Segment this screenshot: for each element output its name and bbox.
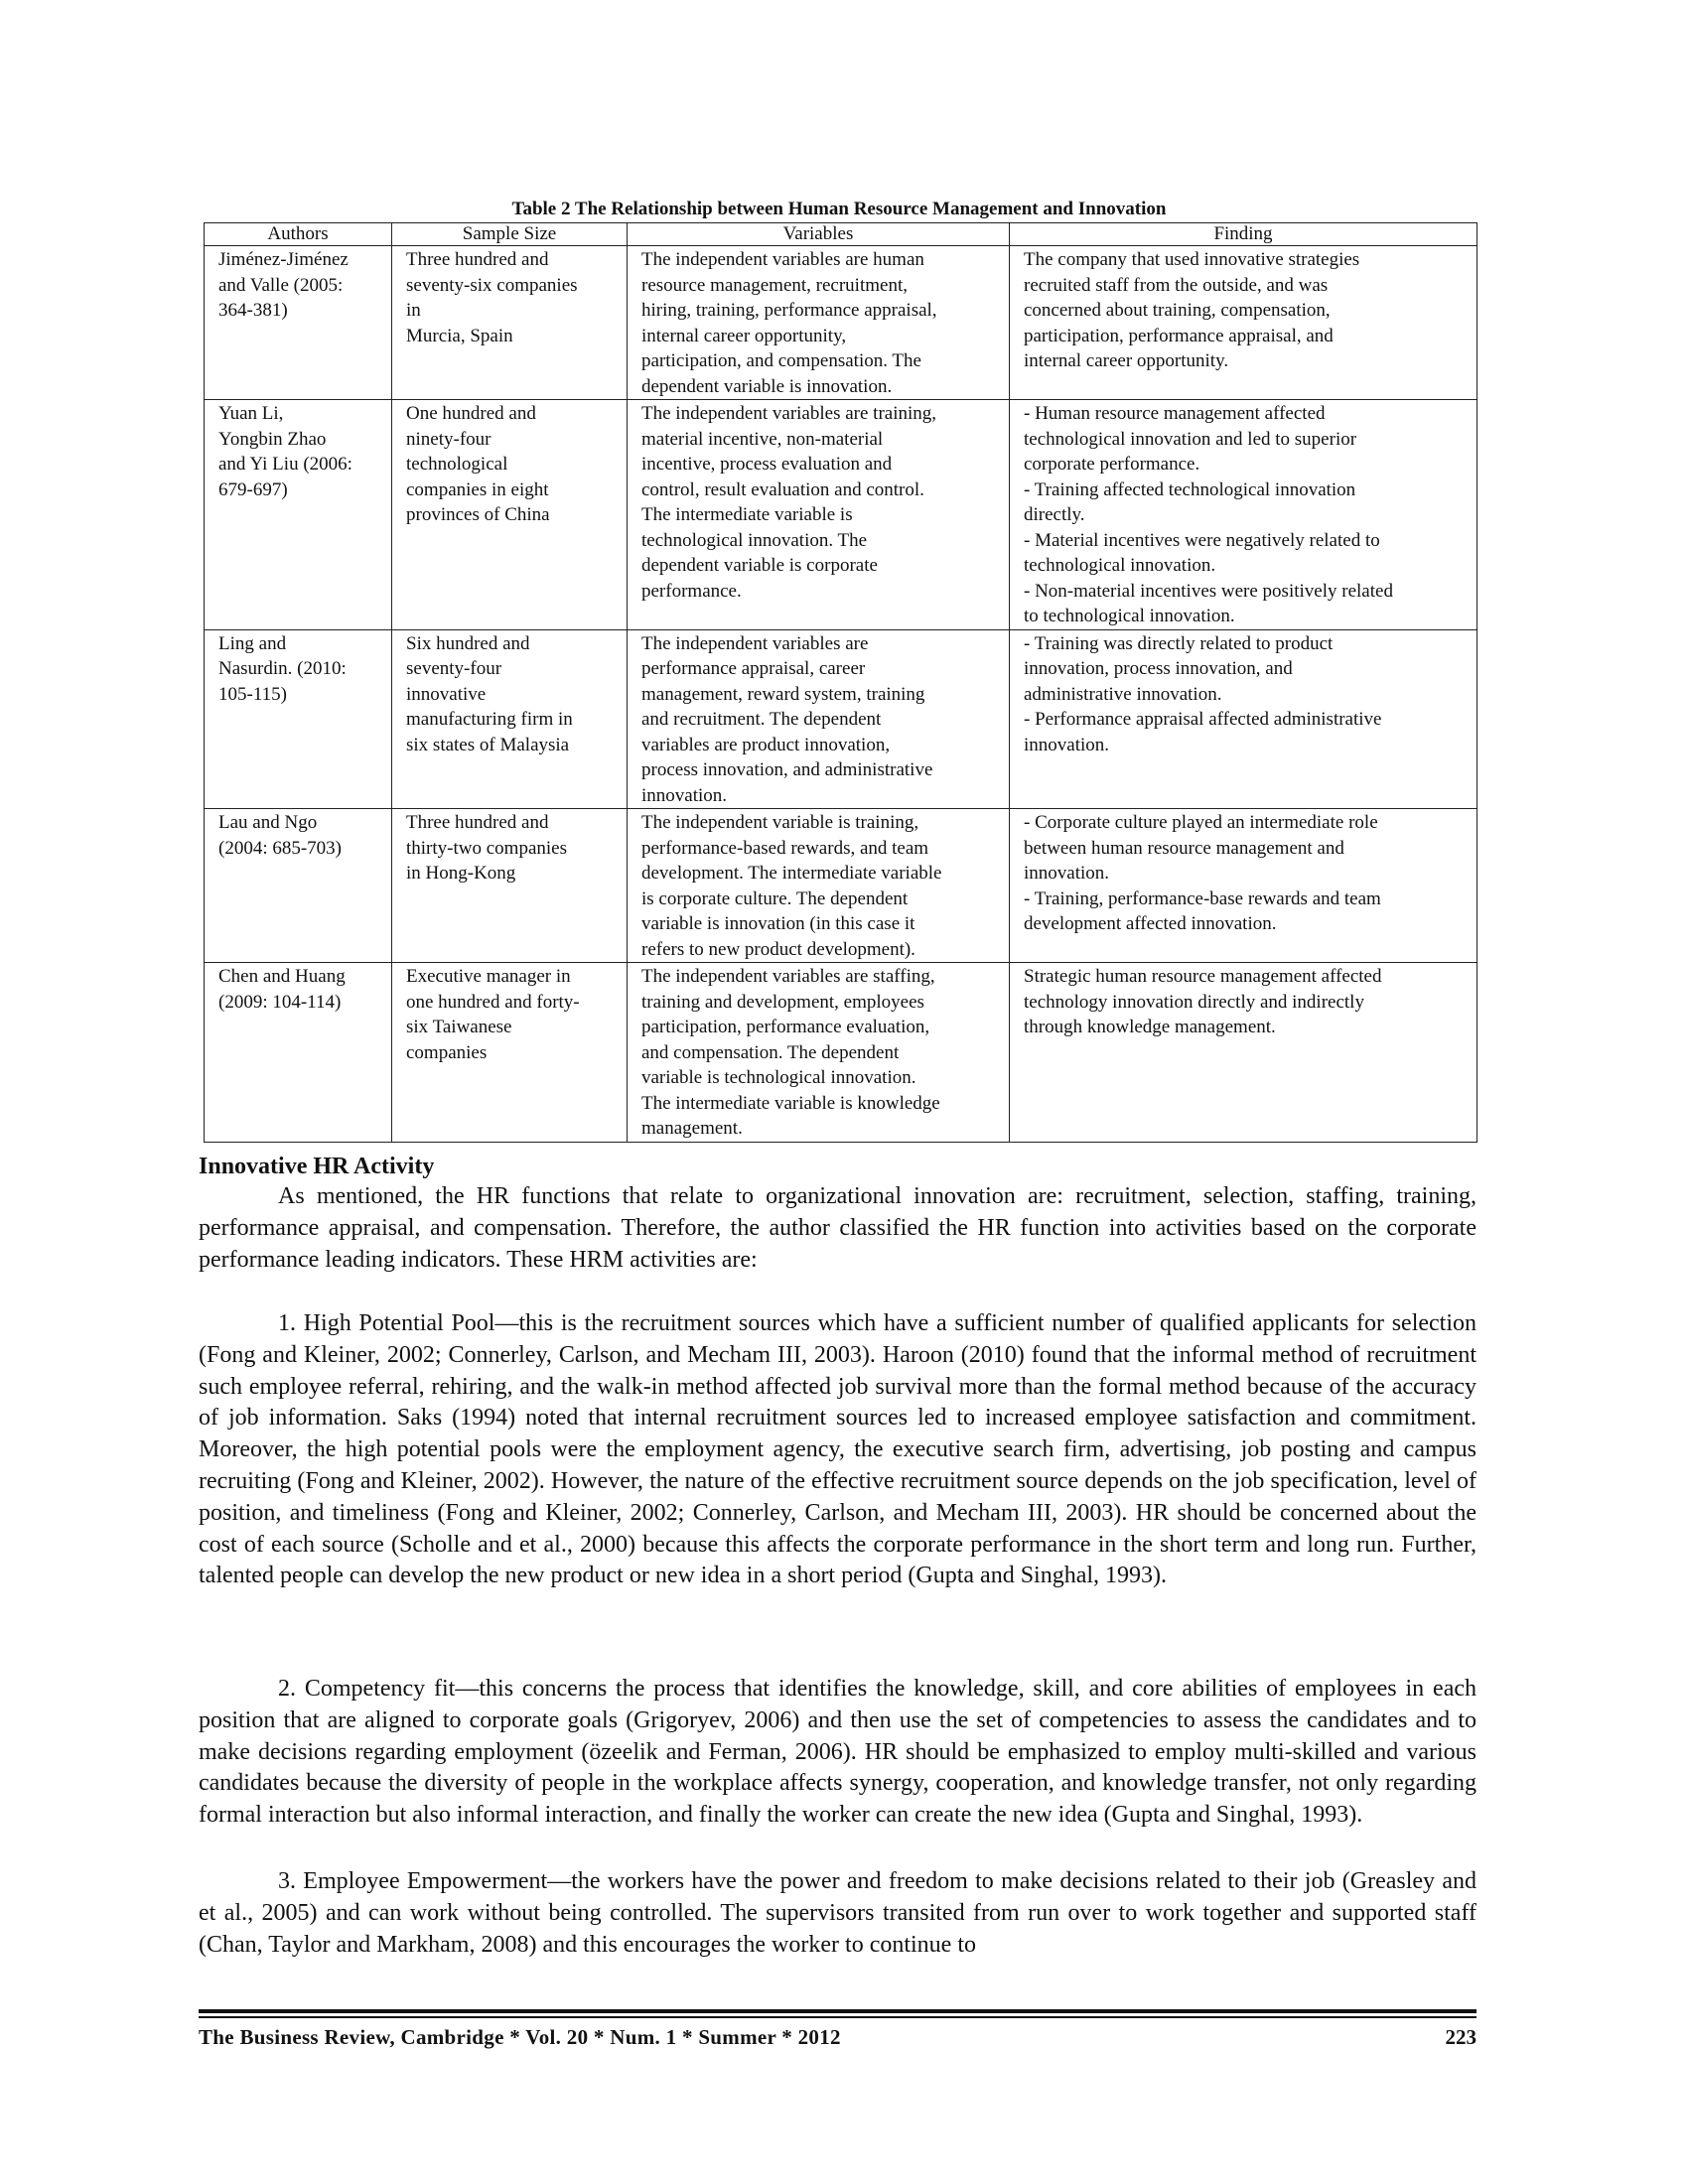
cell-line: Lau and Ngo xyxy=(218,812,318,833)
cell-line: in xyxy=(406,300,421,321)
paragraph-competency-fit xyxy=(199,1674,1477,1832)
cell-line: Three hundred and xyxy=(406,249,549,270)
cell-line: between human resource management and xyxy=(1024,837,1344,859)
cell-line: to technological innovation. xyxy=(1024,606,1235,626)
cell-line: ninety-four xyxy=(406,428,492,450)
paragraph-text: 3. Employee Empowerment—the workers have the power and freedom to make decisions related to their job (Greasley and et al., 2005) and can work without being controlled. The supervisors transited from run over to work together and supported staff (Chan, Taylor and Markham, 2008) and this encourages the worker to continue to xyxy=(199,1868,1477,1958)
cell-line: Nasurdin. (2010: xyxy=(218,658,347,679)
column-header-variables: Variables xyxy=(628,223,1010,246)
cell-line: performance-based rewards, and team xyxy=(641,837,929,859)
cell-line: internal career opportunity. xyxy=(1024,350,1229,371)
cell-line: innovation. xyxy=(1024,863,1110,884)
cell-line: provinces of China xyxy=(406,504,550,525)
cell-line: refers to new product development). xyxy=(641,938,915,960)
cell-line: 105-115) xyxy=(218,683,287,705)
cell-line: administrative innovation. xyxy=(1024,683,1222,705)
cell-line: technology innovation directly and indirectly xyxy=(1024,991,1364,1013)
cell-line: - Training affected technological innovation xyxy=(1024,478,1356,500)
paragraph-high-potential-pool xyxy=(199,1308,1477,1592)
cell-finding xyxy=(1010,963,1477,1143)
cell-line: variables are product innovation, xyxy=(641,734,891,755)
cell-line: and Yi Liu (2006: xyxy=(218,454,352,475)
cell-authors xyxy=(205,963,392,1143)
cell-line: Yuan Li, xyxy=(218,403,284,424)
table-row xyxy=(205,963,1477,1143)
cell-line: 364-381) xyxy=(218,300,288,321)
column-header-authors: Authors xyxy=(205,223,392,246)
cell-finding xyxy=(1010,629,1477,809)
cell-line: management. xyxy=(641,1118,743,1139)
cell-line: The company that used innovative strategies xyxy=(1024,249,1360,270)
cell-line: performance. xyxy=(641,580,742,602)
cell-line: companies in eight xyxy=(406,478,549,500)
cell-line: development. The intermediate variable xyxy=(641,863,942,884)
cell-authors xyxy=(205,809,392,963)
cell-line: manufacturing firm in xyxy=(406,709,573,730)
paragraph-intro xyxy=(199,1181,1477,1276)
table-row xyxy=(205,809,1477,963)
cell-line: - Corporate culture played an intermediate role xyxy=(1024,812,1378,833)
cell-line: Chen and Huang xyxy=(218,966,346,987)
cell-line: - Performance appraisal affected administrative xyxy=(1024,709,1382,730)
cell-line: 679-697) xyxy=(218,478,288,500)
cell-finding xyxy=(1010,246,1477,400)
cell-sample xyxy=(392,963,628,1143)
cell-line: control, result evaluation and control. xyxy=(641,478,924,500)
cell-line: seventy-four xyxy=(406,658,502,679)
section-heading: Innovative HR Activity xyxy=(199,1154,435,1179)
cell-line: Ling and xyxy=(218,632,287,654)
cell-line: technological xyxy=(406,454,508,475)
cell-line: Strategic human resource management affected xyxy=(1024,966,1382,987)
cell-line: and Valle (2005: xyxy=(218,274,344,296)
cell-authors xyxy=(205,246,392,400)
paragraph-text: 2. Competency fit—this concerns the process that identifies the knowledge, skill, and core abilities of employees in each position that are aligned to corporate goals (Grigoryev, 2006) and then use the set of competencies to assess the candidates and to make decisions regarding employment (özeelik and Ferman, 2006). HR should be emphasized to employ multi-skilled and various candidates because the diversity of people in the workplace affects synergy, cooperation, and knowledge transfer, not only regarding formal interaction but also informal interaction, and finally the worker can create the new idea (Gupta and Singhal, 1993). xyxy=(199,1676,1477,1829)
cell-variables xyxy=(628,963,1010,1143)
cell-line: internal career opportunity, xyxy=(641,325,847,346)
cell-line: Six hundred and xyxy=(406,632,530,654)
cell-finding xyxy=(1010,400,1477,630)
cell-line: variable is innovation (in this case it xyxy=(641,913,915,934)
cell-line: The intermediate variable is xyxy=(641,504,853,525)
cell-line: innovation, process innovation, and xyxy=(1024,658,1293,679)
cell-line: process innovation, and administrative xyxy=(641,759,933,780)
cell-line: hiring, training, performance appraisal, xyxy=(641,300,937,321)
cell-line: through knowledge management. xyxy=(1024,1017,1276,1037)
cell-line: variable is technological innovation. xyxy=(641,1067,916,1088)
cell-line: innovation. xyxy=(1024,734,1110,755)
cell-sample xyxy=(392,246,628,400)
table-caption: Table 2 The Relationship between Human Resource Management and Innovation xyxy=(511,199,1167,219)
footer-rule xyxy=(199,2009,1477,2013)
cell-line: technological innovation. xyxy=(1024,555,1216,576)
cell-line: The independent variables are training, xyxy=(641,403,937,424)
cell-line: and recruitment. The dependent xyxy=(641,709,882,730)
cell-line: development affected innovation. xyxy=(1024,913,1277,934)
journal-footer: The Business Review, Cambridge * Vol. 20 * Num. 1 * Summer * 2012 xyxy=(199,2025,841,2049)
cell-line: performance appraisal, career xyxy=(641,658,866,679)
cell-line: corporate performance. xyxy=(1024,454,1200,475)
cell-variables xyxy=(628,629,1010,809)
cell-sample xyxy=(392,400,628,630)
footer-rule xyxy=(199,2016,1477,2018)
cell-finding xyxy=(1010,809,1477,963)
cell-line: material incentive, non-material xyxy=(641,428,884,450)
cell-line: Three hundred and xyxy=(406,812,549,833)
cell-line: dependent variable is corporate xyxy=(641,555,878,576)
cell-line: incentive, process evaluation and xyxy=(641,454,893,475)
cell-line: innovative xyxy=(406,683,487,705)
cell-line: technological innovation and led to superior xyxy=(1024,428,1357,450)
table-row xyxy=(205,400,1477,630)
cell-variables xyxy=(628,246,1010,400)
paragraph-employee-empowerment xyxy=(199,1866,1477,1961)
cell-line: Executive manager in xyxy=(406,966,571,987)
cell-line: The independent variables are xyxy=(641,632,869,654)
cell-line: innovation. xyxy=(641,784,728,806)
cell-line: and compensation. The dependent xyxy=(641,1041,900,1063)
column-header-sample-size: Sample Size xyxy=(392,223,628,246)
cell-line: (2004: 685-703) xyxy=(218,837,343,859)
cell-line: thirty-two companies xyxy=(406,837,567,859)
cell-line: management, reward system, training xyxy=(641,683,925,705)
page-number: 223 xyxy=(1445,2025,1477,2049)
cell-line: resource management, recruitment, xyxy=(641,274,908,296)
table-row xyxy=(205,246,1477,400)
cell-line: concerned about training, compensation, xyxy=(1024,300,1331,321)
hrm-innovation-table xyxy=(204,222,1477,1143)
table-row xyxy=(205,629,1477,809)
cell-sample xyxy=(392,629,628,809)
cell-variables xyxy=(628,400,1010,630)
cell-authors xyxy=(205,629,392,809)
cell-line: participation, and compensation. The xyxy=(641,350,921,371)
cell-line: training and development, employees xyxy=(641,991,924,1013)
cell-line: is corporate culture. The dependent xyxy=(641,887,909,909)
cell-line: directly. xyxy=(1024,504,1085,525)
cell-line: - Training, performance-base rewards and team xyxy=(1024,887,1381,909)
cell-line: six Taiwanese xyxy=(406,1017,512,1037)
cell-authors xyxy=(205,400,392,630)
cell-variables xyxy=(628,809,1010,963)
cell-line: companies xyxy=(406,1041,488,1063)
cell-line: Murcia, Spain xyxy=(406,325,513,346)
paragraph-text: 1. High Potential Pool—this is the recruitment sources which have a sufficient number of qualified applicants for selection (Fong and Kleiner, 2002; Connerley, Carlson, and Mecham III, 2003). Haroon (2010) found that the informal method of recruitment such employee referral, rehiring, and the walk-in method affected job survival more than the formal method because of the accuracy of job information. Saks (1994) noted that internal recruitment sources led to increased employee satisfaction and commitment. Moreover, the high potential pools were the employment agency, the executive search firm, advertising, job posting and campus recruiting (Fong and Kleiner, 2002). However, the nature of the effective recruitment source depends on the job specification, level of position, and timeliness (Fong and Kleiner, 2002; Connerley, Carlson, and Mecham III, 2003). HR should be concerned about the cost of each source (Scholle and et al., 2000) because this affects the corporate performance in the short term and long run. Further, talented people can develop the new product or new idea in a short period (Gupta and Singhal, 1993). xyxy=(199,1310,1477,1589)
paragraph-text: As mentioned, the HR functions that relate to organizational innovation are: recruitment, selection, staffing, training, performance appraisal, and compensation. Therefore, the author classified the HR function into activities based on the corporate performance leading indicators. These HRM activities are: xyxy=(199,1183,1477,1273)
cell-line: One hundred and xyxy=(406,403,536,424)
cell-line: The independent variables are staffing, xyxy=(641,966,935,987)
cell-line: in Hong-Kong xyxy=(406,863,516,884)
cell-line: - Material incentives were negatively related to xyxy=(1024,529,1380,551)
cell-line: Yongbin Zhao xyxy=(218,428,327,450)
cell-line: The independent variable is training, xyxy=(641,812,919,833)
cell-line: The independent variables are human xyxy=(641,249,924,270)
cell-line: - Training was directly related to product xyxy=(1024,632,1334,654)
table-header-row xyxy=(205,223,1477,246)
cell-line: Jiménez-Jiménez xyxy=(218,249,349,270)
cell-line: recruited staff from the outside, and was xyxy=(1024,274,1329,296)
cell-line: The intermediate variable is knowledge xyxy=(641,1092,940,1114)
cell-line: dependent variable is innovation. xyxy=(641,375,893,397)
cell-line: (2009: 104-114) xyxy=(218,991,342,1013)
cell-line: participation, performance evaluation, xyxy=(641,1017,930,1037)
cell-line: six states of Malaysia xyxy=(406,734,570,755)
cell-line: - Human resource management affected xyxy=(1024,403,1326,424)
cell-line: - Non-material incentives were positively related xyxy=(1024,580,1393,602)
cell-line: participation, performance appraisal, and xyxy=(1024,325,1334,346)
cell-line: one hundred and forty- xyxy=(406,991,580,1013)
cell-line: seventy-six companies xyxy=(406,274,578,296)
cell-sample xyxy=(392,809,628,963)
column-header-finding: Finding xyxy=(1010,223,1477,246)
cell-line: technological innovation. The xyxy=(641,529,868,551)
